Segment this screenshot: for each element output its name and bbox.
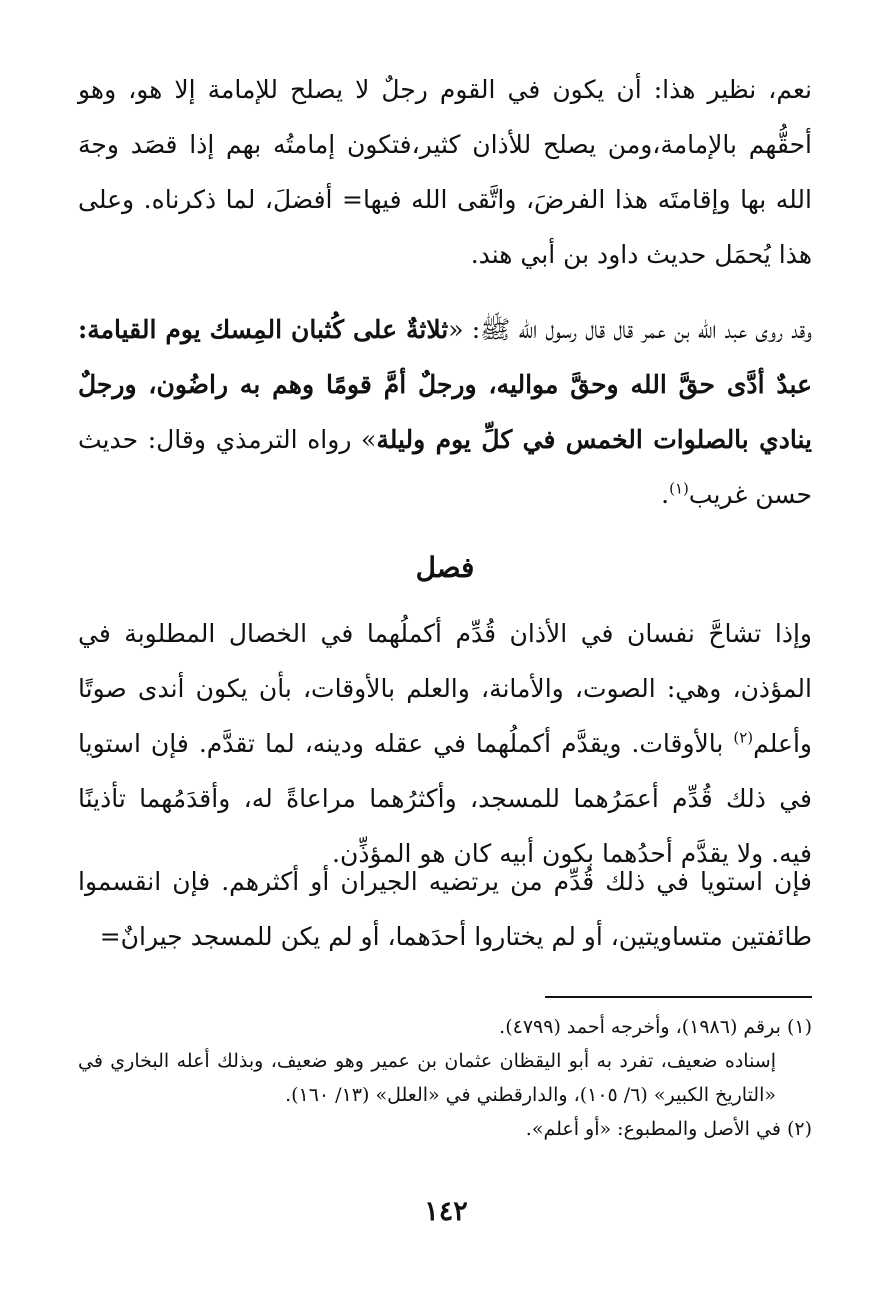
footnotes — [78, 1010, 812, 1146]
hadith-intro: وقد روى عبد الله بن عمر قال قال رسول الله ﷺ: « — [448, 315, 812, 344]
page-body — [78, 62, 812, 966]
footnote-1-continuation: إسناده ضعيف، تفرد به أبو اليقظان عثمان بن عمير وهو ضعيف، وبذلك أعله البخاري في «التاريخ الكبير» (٦/ ١٠٥)، والدارقطني في «العلل» (١٣/ ١٦٠). — [78, 1050, 776, 1106]
paragraph-3 — [78, 606, 812, 868]
footnote-ref-1[interactable]: (١) — [669, 479, 689, 498]
footnote-1: (١) برقم (١٩٨٦)، وأخرجه أحمد (٤٧٩٩). — [499, 1016, 812, 1038]
hadith-outro: » رواه الترمذي وقال: حديث حسن غريب — [78, 425, 812, 509]
hadith-end: . — [661, 480, 670, 509]
footnote-2: (٢) في الأصل والمطبوع: «أو أعلم». — [525, 1118, 812, 1140]
paragraph-1: نعم، نظير هذا: أن يكون في القوم رجلٌ لا يصلح للإمامة إلا هو، وهو أحقُّهم بالإمامة،ومن يصلح للأذان كثير،فتكون إمامتُه بهم إذا قصَد وجهَ الله بها وإقامتَه هذا الفرضَ، واتَّقى الله فيها= أفضلَ، لما ذكرناه. وعلى هذا يُحمَل حديث داود بن أبي هند. — [78, 75, 812, 269]
paragraph-3-part-a: وإذا تشاحَّ نفسان في الأذان قُدِّم أكملُهما في الخصال المطلوبة في المؤذن، وهي: الصوت، والأمانة، والعلم بالأوقات، بأن يكون أندى صوتًا وأعلم — [78, 619, 812, 758]
paragraph-2-hadith — [78, 302, 812, 524]
footnote-ref-2[interactable]: (٢) — [733, 728, 754, 747]
hadith-text: ثلاثةٌ على كُثبان المِسك يوم القيامة: عبدٌ أدَّى حقَّ الله وحقَّ مواليه، ورجلٌ أمَّ قومًا وهم به راضُون، ورجلٌ ينادي بالصلوات الخمس في كلِّ يوم وليلة — [78, 315, 812, 454]
section-heading: فصل — [415, 551, 475, 584]
page-number: ١٤٢ — [424, 1196, 468, 1227]
footnote-divider — [545, 996, 812, 998]
paragraph-4: فإن استويا في ذلك قُدِّم من يرتضيه الجيران أو أكثرهم. فإن انقسموا طائفتين متساويتين، أو لم يختاروا أحدَهما، أو لم يكن للمسجد جيرانٌ= — [78, 867, 812, 951]
paragraph-3-part-b: بالأوقات. ويقدَّم أكملُهما في عقله ودينه، لما تقدَّم. فإن استويا في ذلك قُدِّم أعمَرُهما للمسجد، وأكثرُهما مراعاةً له، وأقدَمُهما تأذينًا فيه. ولا يقدَّم أحدُهما بكون أبيه كان هو المؤذِّن. — [78, 729, 812, 868]
